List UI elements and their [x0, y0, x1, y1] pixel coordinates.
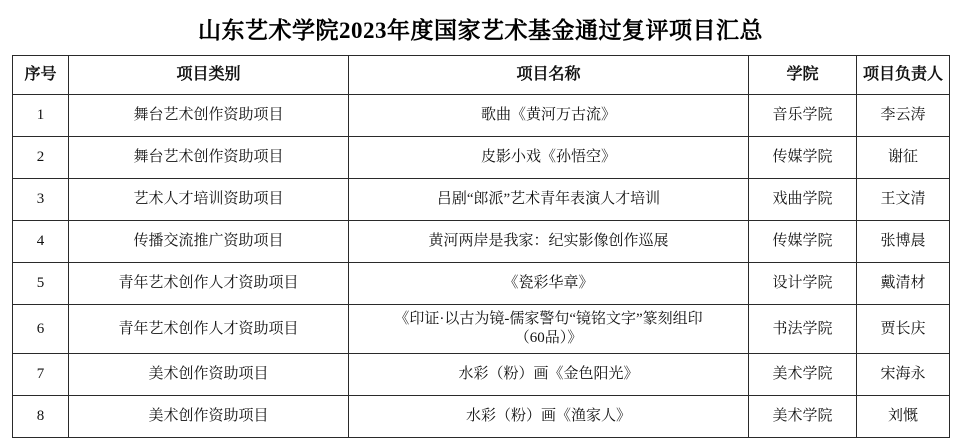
cell-leader: 贾长庆 [857, 305, 950, 354]
cell-name: 吕剧“郎派”艺术青年表演人才培训 [349, 179, 749, 221]
cell-college: 美术学院 [749, 354, 857, 396]
cell-leader: 谢征 [857, 137, 950, 179]
cell-college: 传媒学院 [749, 221, 857, 263]
table-row [13, 137, 950, 179]
project-summary-table [12, 55, 950, 438]
table-row [13, 396, 950, 438]
column-header-category: 项目类别 [69, 56, 349, 95]
column-header-name: 项目名称 [349, 56, 749, 95]
table-row [13, 263, 950, 305]
cell-name: 水彩（粉）画《渔家人》 [349, 396, 749, 438]
cell-college: 戏曲学院 [749, 179, 857, 221]
cell-college: 传媒学院 [749, 137, 857, 179]
cell-name-line-2: （60品）》 [514, 330, 583, 346]
cell-name: 皮影小戏《孙悟空》 [349, 137, 749, 179]
cell-seq: 5 [13, 263, 69, 305]
table-row [13, 305, 950, 354]
table-row [13, 95, 950, 137]
column-header-college: 学院 [749, 56, 857, 95]
table-row [13, 221, 950, 263]
cell-leader: 李云涛 [857, 95, 950, 137]
cell-leader: 刘慨 [857, 396, 950, 438]
cell-college: 美术学院 [749, 396, 857, 438]
page-title: 山东艺术学院2023年度国家艺术基金通过复评项目汇总 [198, 18, 763, 43]
cell-college: 音乐学院 [749, 95, 857, 137]
cell-category: 青年艺术创作人才资助项目 [69, 305, 349, 354]
cell-category: 美术创作资助项目 [69, 396, 349, 438]
cell-leader: 戴清材 [857, 263, 950, 305]
cell-seq: 3 [13, 179, 69, 221]
table-body [13, 95, 950, 438]
table-header [13, 56, 950, 95]
cell-category: 舞台艺术创作资助项目 [69, 137, 349, 179]
cell-seq: 2 [13, 137, 69, 179]
column-header-seq: 序号 [13, 56, 69, 95]
cell-seq: 4 [13, 221, 69, 263]
cell-category: 美术创作资助项目 [69, 354, 349, 396]
cell-leader: 王文清 [857, 179, 950, 221]
cell-category: 青年艺术创作人才资助项目 [69, 263, 349, 305]
cell-category: 艺术人才培训资助项目 [69, 179, 349, 221]
cell-category: 传播交流推广资助项目 [69, 221, 349, 263]
cell-name [349, 305, 749, 354]
column-header-leader: 项目负责人 [857, 56, 950, 95]
cell-name: 歌曲《黄河万古流》 [349, 95, 749, 137]
cell-name: 《瓷彩华章》 [349, 263, 749, 305]
cell-leader: 宋海永 [857, 354, 950, 396]
cell-seq: 8 [13, 396, 69, 438]
cell-leader: 张博晨 [857, 221, 950, 263]
cell-name: 水彩（粉）画《金色阳光》 [349, 354, 749, 396]
table-row [13, 179, 950, 221]
table-row [13, 354, 950, 396]
cell-seq: 6 [13, 305, 69, 354]
cell-seq: 7 [13, 354, 69, 396]
cell-name-line-1: 《印证·以古为镜-儒家警句“镜铭文字”篆刻组印 [394, 311, 703, 328]
cell-college: 设计学院 [749, 263, 857, 305]
cell-college: 书法学院 [749, 305, 857, 354]
table-header-row [13, 56, 950, 95]
cell-seq: 1 [13, 95, 69, 137]
cell-name: 黄河两岸是我家：纪实影像创作巡展 [349, 221, 749, 263]
cell-category: 舞台艺术创作资助项目 [69, 95, 349, 137]
table-container [0, 55, 961, 438]
